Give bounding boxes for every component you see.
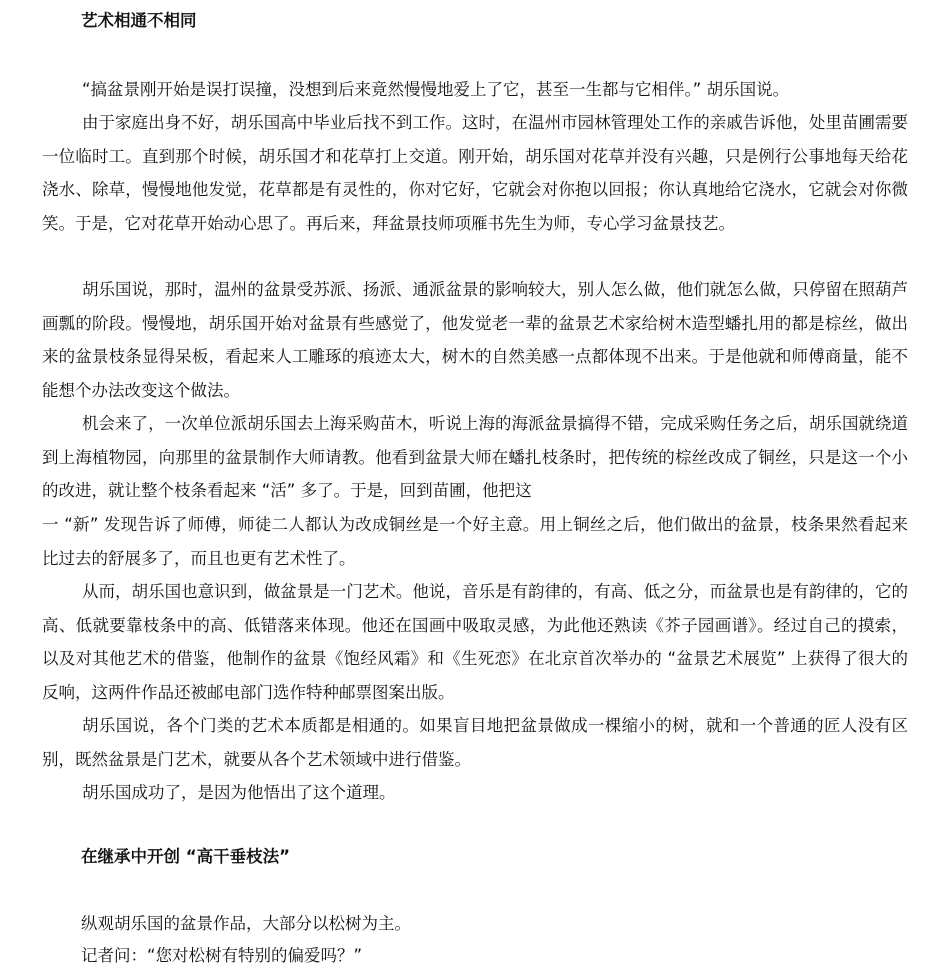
- paragraph-pine-works: 纵观胡乐国的盆景作品，大部分以松树为主。: [81, 914, 411, 933]
- paragraph-wenzhou-styles: 胡乐国说，那时，温州的盆景受苏派、扬派、通派盆景的影响较大，别人怎么做，他们就怎么做，只停留在照葫芦画瓢的阶段。慢慢地，胡乐国开始对盆景有些感觉了，他发觉老一辈的盆景艺术家给树木造型蟠扎用的都是棕丝，做出来的盆景枝条显得呆板，看起来人工雕琢的痕迹太大，树木的自然美感一点都体现不出来。于是他就和师傅商量，能不能想个办法改变这个做法。: [42, 280, 908, 400]
- paragraph-bonsai-art: 从而，胡乐国也意识到，做盆景是一门艺术。他说，音乐是有韵律的，有高、低之分，而盆景也是有韵律的，它的高、低就要靠枝条中的高、低错落来体现。他还在国画中吸取灵感，为此他还熟读《芥子园画谱》。经过自己的摸索，以及对其他艺术的借鉴，他制作的盆景《饱经风霜》和《生死恋》在北京首次举办的 “盆景艺术展览” 上获得了很大的反响，这两件作品还被邮电部门选作特种邮票图案出版。: [42, 582, 908, 702]
- paragraph-copper-wire: 一 “新” 发现告诉了师傅，师徒二人都认为改成铜丝是一个好主意。用上铜丝之后，他们做出的盆景，枝条果然看起来比过去的舒展多了，而且也更有艺术性了。: [42, 515, 908, 568]
- section-title-inherit: 在继承中开创 “高干垂枝法”: [81, 847, 290, 866]
- paragraph-quote-intro: “搞盆景刚开始是误打误撞，没想到后来竟然慢慢地爱上了它，甚至一生都与它相伴。” 胡乐国说。: [82, 80, 790, 99]
- paragraph-family-background: 由于家庭出身不好，胡乐国高中毕业后找不到工作。这时，在温州市园林管理处工作的亲戚告诉他，处里苗圃需要一位临时工。直到那个时候，胡乐国才和花草打上交道。刚开始，胡乐国对花草并没有兴趣，只是例行公事地每天给花浇水、除草，慢慢地他发觉，花草都是有灵性的，你对它好，它就会对你抱以回报；你认真地给它浇水，它就会对你微笑。于是，它对花草开始动心思了。再后来，拜盆景技师项雁书先生为师，专心学习盆景技艺。: [42, 113, 908, 233]
- paragraph-art-connection: 胡乐国说，各个门类的艺术本质都是相通的。如果盲目地把盆景做成一棵缩小的树，就和一个普通的匠人没有区别，既然盆景是门艺术，就要从各个艺术领域中进行借鉴。: [42, 716, 908, 769]
- section-title-art: 艺术相通不相同: [81, 11, 197, 30]
- paragraph-reporter-question: 记者问：“您对松树有特别的偏爱吗？”: [81, 946, 363, 965]
- paragraph-success: 胡乐国成功了，是因为他悟出了这个道理。: [82, 783, 396, 802]
- paragraph-shanghai-trip: 机会来了，一次单位派胡乐国去上海采购苗木，听说上海的海派盆景搞得不错，完成采购任务之后，胡乐国就绕道到上海植物园，向那里的盆景制作大师请教。他看到盆景大师在蟠扎枝条时，把传统的棕丝改成了铜丝，只是这一个小的改进，就让整个枝条看起来 “活” 多了。于是，回到苗圃，他把这: [42, 414, 908, 501]
